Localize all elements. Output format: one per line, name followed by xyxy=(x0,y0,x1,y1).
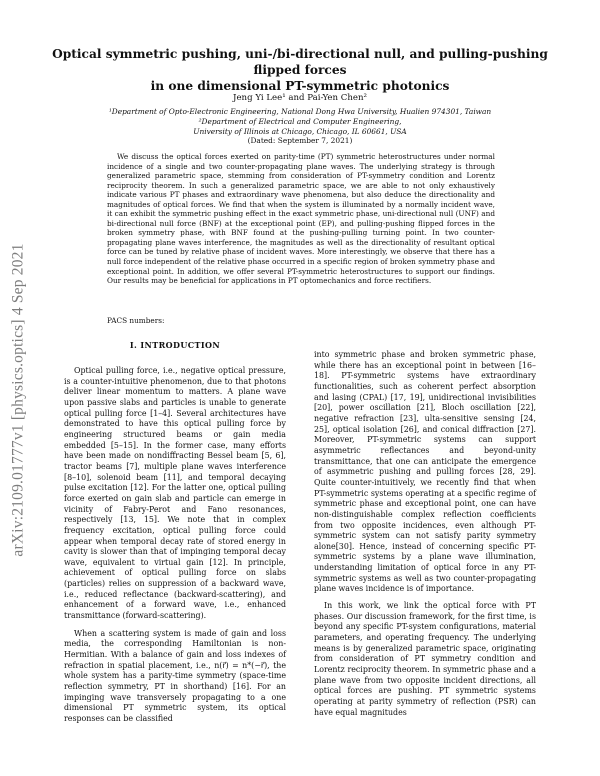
title-line-2: in one dimensional PT-symmetric photonics xyxy=(150,79,450,93)
pacs-numbers: PACS numbers: xyxy=(107,316,165,325)
body-paragraph: When a scattering system is made of gain and loss media, the corresponding Hamiltonian is non-Hermitian. With a balance of gain and loss indexes of refraction in spatial placement, i.e., n(r⃗) = n*(−r⃗), the whole system has a parity-time symmetry (space-time reflection symmetry, PT in shorthand) [16]. For an impinging wave transversely propagating to a one dimensional PT symmetric system, its optical responses can be classified xyxy=(64,628,286,723)
right-column xyxy=(314,350,536,724)
left-column xyxy=(64,340,286,732)
title-line-1: Optical symmetric pushing, uni-/bi-directional null, and pulling-pushing flipped forces xyxy=(52,47,548,77)
body-paragraph: In this work, we link the optical force with PT phases. Our discussion framework, for the first time, is beyond any specific PT-system configurations, material parameters, and operating frequency. The underlying means is by generalized parametric space, originating from consideration of PT symmetry condition and Lorentz reciprocity theorem. In symmetric phase and a plane wave from two opposite incident directions, all optical forces are pushing. PT symmetric systems operating at parity symmetry of reflection (PSR) can have equal magnitudes xyxy=(314,601,536,717)
affiliation-3: University of Illinois at Chicago, Chicago, IL 60661, USA xyxy=(193,126,407,136)
arxiv-stamp xyxy=(8,190,30,610)
section-heading: I. INTRODUCTION xyxy=(129,340,221,350)
body-paragraph: into symmetric phase and broken symmetric phase, while there has an exceptional point in between [16–18]. PT-symmetric systems have extraordinary functionalities, such as coherent perfect absorption and lasing (CPAL) [17, 19], unidirectional invisibilities [20], power oscillation [21], Bloch oscillation [22], negative refraction [23], ulta-sensitive sensing [24, 25], optical isolation [26], and conical diffraction [27]. Moreover, PT-symmetric systems can support asymmetric reflectances and beyond-unity transmittance, that one can anticipate the emergence of asymmetric pushing and pulling forces [28, 29]. Quite counter-intuitively, we recently find that when PT-symmetric systems operating at a specific regime of symmetric phase and exceptional point, one can have non-distinguishable complex reflection coefficients from two opposite incidences, even although PT-symmetric system can not satisfy parity symmetry alone[30]. Hence, instead of concerning specific PT-symmetric systems by a plane wave illumination, understanding limitation of optical force in any PT-symmetric systems as well as two counter-propagating plane waves incidence is of importance. xyxy=(314,350,536,594)
affiliations xyxy=(50,107,550,146)
date-line: (Dated: September 7, 2021) xyxy=(247,136,353,146)
affiliation-1: ¹Department of Opto-Electronic Engineering, National Dong Hwa University, Hualien 974301, Taiwan xyxy=(108,107,492,116)
abstract: We discuss the optical forces exerted on parity-time (PT) symmetric heterostructures under normal incidence of a single and two counter-propagating plane waves. The underlying strategy is through generalized parametric space, stemming from consideration of PT-symmetry condition and Lorentz reciprocity theorem. In such a generalized parametric space, we are able to not only exhaustively indicate various PT phases and extraordinary wave phenomena, but also deduce the directionality and magnitudes of optical forces. We find that when the system is illuminated by a normally incident wave, it can exhibit the symmetric pushing effect in the exact symmetric phase, uni-directional null (UNF) and bi-directional null force (BNF) at the exceptional point (EP), and pulling-pushing flipped forces in the broken symmetry phase, with BNF found at the pushing-pulling turning point. In two counter-propagating plane waves interference, the magnitudes as well as the directionality of resultant optical force can be tuned by relative phase of incident waves. More interestingly, we observe that there has a null force independent of the relative phase occurred in a specific region of broken symmetry phase and exceptional point. In addition, we offer several PT-symmetric heterostructures to support our findings. Our results may be beneficial for applications in PT optomechanics and force rectifiers. xyxy=(107,152,495,286)
body-paragraph: Optical pulling force, i.e., negative optical pressure, is a counter-intuitive phenomenon, due to that photons deliver linear momentum to matters. A plane wave upon passive slabs and particles is unable to generate optical pulling force [1–4]. Several architectures have demonstrated to have this optical pulling force by engineering structured beams or gain media embedded [5–15]. In the former case, many efforts have been made on nondiffracting Bessel beam [5, 6], tractor beams [7], multiple plane waves interference [8–10], solenoid beam [11], and temporal decaying pulse excitation [12]. For the latter one, optical pulling force exerted on gain slab and particle can emerge in vicinity of Fabry-Perot and Fano resonances, respectively [13, 15]. We note that in complex frequency excitation, optical pulling force could appear when temporal decay rate of stored energy in cavity is slower than that of impinging temporal decay wave, equivalent to virtual gain [12]. In principle, achievement of optical pulling force on slabs (particles) relies on suppression of a backward wave, i.e., reduced reflectance (backward-scattering), and enhancement of a forward wave, i.e., enhanced transmittance (forward-scattering). xyxy=(64,366,286,621)
paper-title xyxy=(50,46,550,94)
affiliation-2: ²Department of Electrical and Computer Engineering, xyxy=(198,116,402,126)
arxiv-identifier: arXiv:2109.01777v1 [physics.optics] 4 Sep 2021 xyxy=(10,243,27,557)
author-list: Jeng Yi Lee¹ and Pai-Yen Chen² xyxy=(233,93,367,103)
